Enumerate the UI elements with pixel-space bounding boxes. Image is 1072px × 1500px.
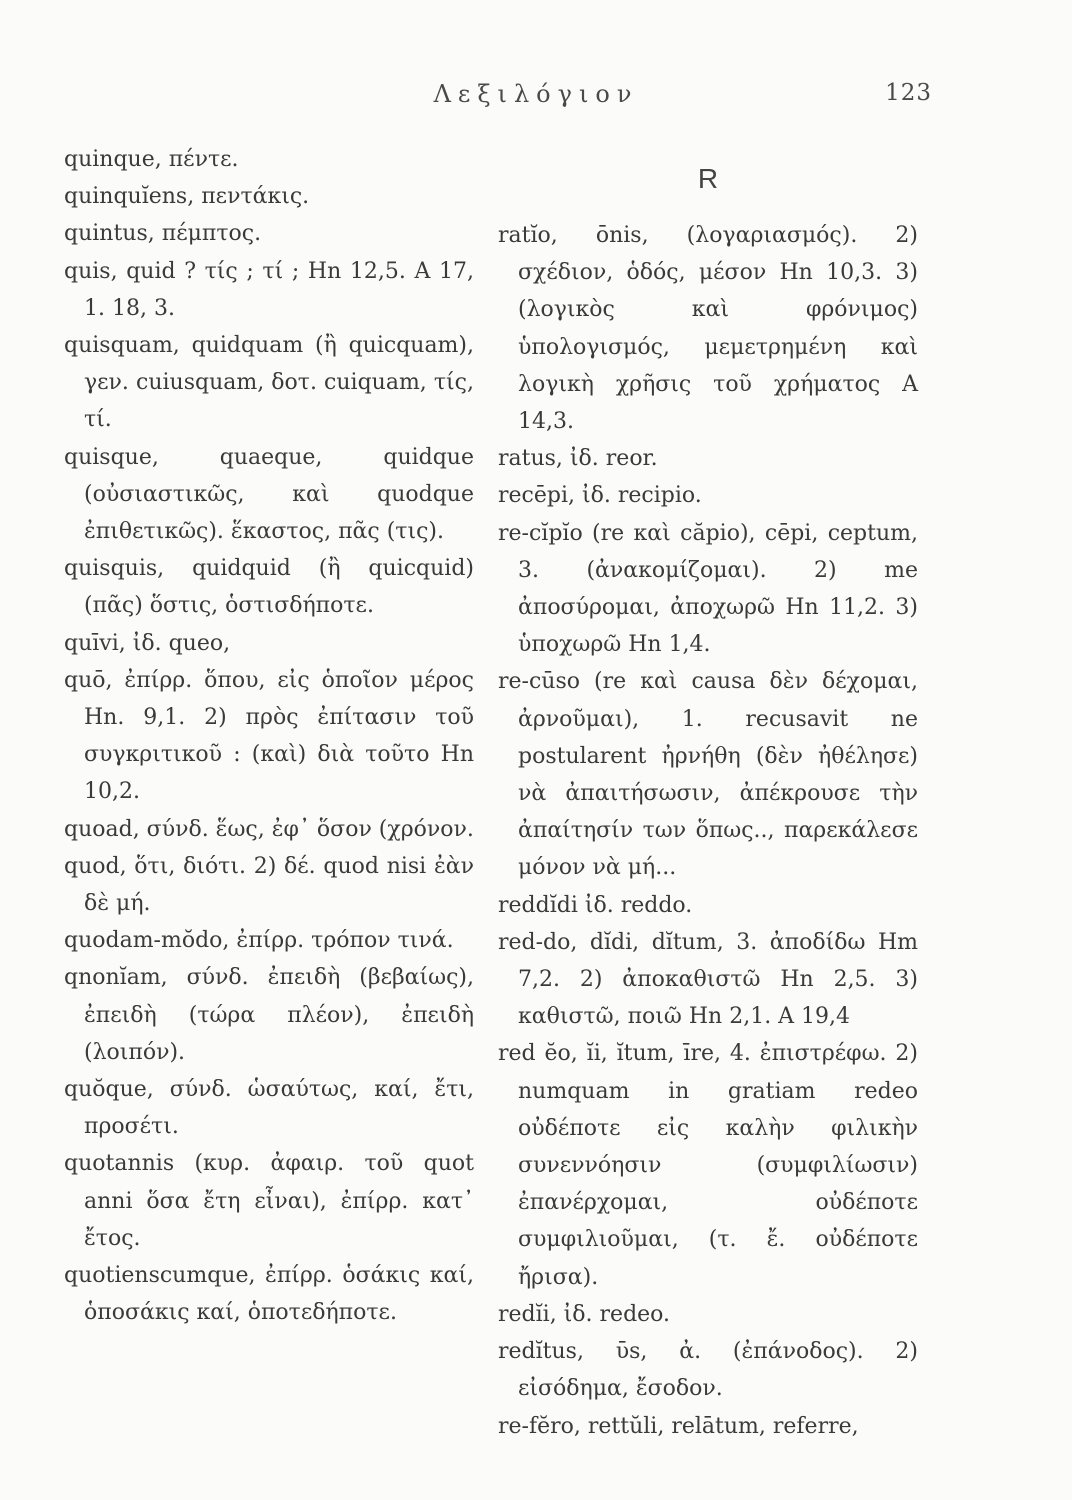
running-title: Λεξιλόγιον <box>433 80 639 108</box>
entry-quoniam: qnonĭam, σύνδ. ἐπειδὴ (βεβαίως), ἐπειδὴ (τώρα πλέον), ἐπειδὴ (λοιπόν). <box>64 965 474 1065</box>
entry-quisquis: quisquis, quidquid (ἢ quicquid) (πᾶς) ὅστις, ὁστισδήποτε. <box>64 556 474 619</box>
entry-ratio: ratĭo, ōnis, (λογαριασμός). 2) σχέδιον, ὁδός, μέσον Hn 10,3. 3) (λογικὸς καὶ φρόνιμος) ὑπολογισμός, μεμετρημένη καὶ λογικὴ χρῆσις τοῦ χρήματος A 14,3. <box>498 223 918 435</box>
entry-quisquam: quisquam, quidquam (ἢ quicquam), γεν. cuiusquam, δοτ. cuiquam, τίς, τί. <box>64 333 474 433</box>
entry-redii: redĭi, ἰδ. redeo. <box>498 1301 671 1327</box>
section-letter: R <box>697 163 719 194</box>
entry-quis: quis, quid ? τίς ; τί ; Hn 12,5. A 17, 1. 18, 3. <box>64 258 474 321</box>
entry-quoque: quŏque, σύνδ. ὡσαύτως, καί, ἔτι, προσέτι. <box>64 1077 474 1140</box>
entry-redeo: red ĕo, ĭi, ĭtum, īre, 4. ἐπιστρέφω. 2) numquam in gratiam redeo οὐδέποτε εἰς καλὴν φιλικὴν συνεννόησιν (συμφιλίωσιν) ἐπανέρχομαι, οὐδέποτε συμφιλιοῦμαι, (τ. ἔ. οὐδέποτε ἤρισα). <box>498 1041 918 1290</box>
entry-recipio: re-cĭpĭo (re καὶ căpio), cēpi, ceptum, 3. (ἀνακομίζομαι). 2) me ἀποσύρομαι, ἀποχωρῶ Hn 11,2. 3) ὑποχωρῶ Hn 1,4. <box>498 520 918 658</box>
entry-quotienscumque: quotienscumque, ἐπίρρ. ὁσάκις καί, ὁποσάκις καί, ὁποτεδήποτε. <box>64 1263 474 1326</box>
entry-refero: re-fĕro, rettŭli, relātum, referre, <box>498 1413 859 1439</box>
entry-recepi: recēpi, ἰδ. recipio. <box>498 483 702 509</box>
entry-quo: quō, ἐπίρρ. ὅπου, εἰς ὁποῖον μέρος Hn. 9,1. 2) πρὸς ἐπίτασιν τοῦ συγκριτικοῦ : (καὶ) διὰ τοῦτο Hn 10,2. <box>64 667 474 805</box>
entry-quinque: quinque, πέντε. <box>64 147 239 172</box>
entry-quodammodo: quodam-mŏdo, ἐπίρρ. τρόπον τινά. <box>64 928 454 954</box>
entry-ratus: ratus, ἰδ. reor. <box>498 446 658 472</box>
entry-quod: quod, ὅτι, διότι. 2) δέ. quod nisi ἐὰν δὲ μή. <box>64 853 474 917</box>
entry-quinquiens: quinquĭens, πεντάκις. <box>64 184 310 210</box>
entry-quoad: quoad, σύνδ. ἕως, ἐφ᾽ ὅσον (χρόνον. <box>64 816 474 842</box>
right-column <box>498 141 918 1445</box>
entry-reditus: redĭtus, ῡs, ἀ. (ἐπάνοδος). 2) εἰσόδημα, ἔσοδον. <box>498 1339 918 1402</box>
entry-quivi: quīvi, ἰδ. queo, <box>64 630 231 656</box>
entry-reddidi: reddĭdi ἰδ. reddo. <box>498 892 693 918</box>
page-number: 123 <box>885 80 932 106</box>
entry-quisque: quisque, quaeque, quidque (οὐσιαστικῶς, καὶ quodque ἐπιθετικῶς). ἕκαστος, πᾶς (τις). <box>64 444 474 545</box>
entry-reddo: red-do, dĭdi, dĭtum, 3. ἀποδίδω Hm 7,2. 2) ἀποκαθιστῶ Hn 2,5. 3) καθιστῶ, ποιῶ Hn 2,1. A 19,4 <box>498 929 918 1030</box>
entry-quintus: quintus, πέμπτος. <box>64 221 262 247</box>
entry-quotannis: quotannis (κυρ. ἀφαιρ. τοῦ quot anni ὅσα ἔτη εἶναι), ἐπίρρ. κατ᾽ ἔτος. <box>64 1151 474 1251</box>
left-column <box>64 141 474 1332</box>
entry-recuso: re-cūso (re καὶ causa δὲν δέχομαι, ἀρνοῦμαι), 1. recusavit ne postularent ἠρνήθη (δὲν ἠθέλησε) νὰ ἀπαιτήσωσιν, ἀπέκρουσε τὴν ἀπαίτησίν των ὅπως.., παρεκάλεσε μόνον νὰ μή... <box>498 669 918 881</box>
